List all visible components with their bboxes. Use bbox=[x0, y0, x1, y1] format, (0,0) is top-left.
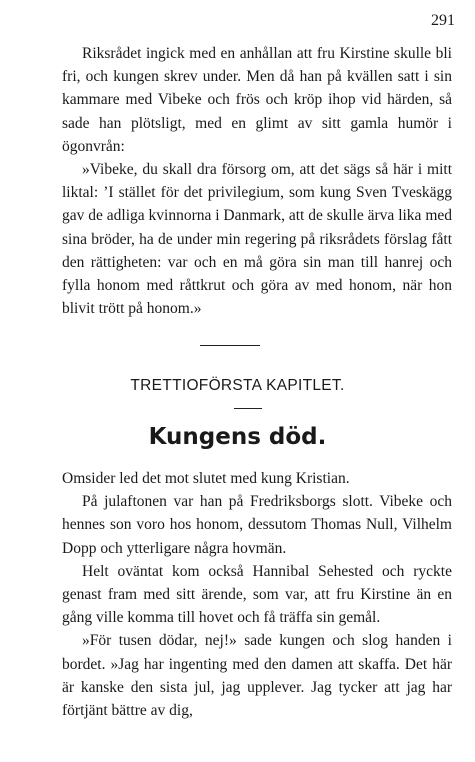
section-divider bbox=[200, 345, 260, 346]
bottom-text-block bbox=[62, 467, 452, 722]
top-text-block bbox=[62, 42, 452, 320]
paragraph: På julaftonen var han på Fredriksborgs slott. Vibeke och hennes son voro hos honom, dessutom Thomas Null, Vilhelm Dopp och ytterligare några hovmän. bbox=[62, 493, 452, 557]
heading-divider bbox=[234, 408, 262, 409]
paragraph: »Vibeke, du skall dra försorg om, att det sägs så här i mitt liktal: ’I stället för det privilegium, som kung Sven Tveskägg gav de adliga kvinnorna i Danmark, att de skulle ärva lika med sina bröder, ha de under min regering på riksrådets förslag fått den rättigheten: var och en må göra sin man till hanrej och fylla honom med råttkrut och göra av med honom, när hon blivit trött på honom.» bbox=[62, 161, 452, 318]
paragraph: Riksrådet ingick med en anhållan att fru Kirstine skulle bli fri, och kungen skrev under. Men då han på kvällen satt i sin kammare med Vibeke och frös och kröp ihop vid härden, så sade han plötsligt, med en glimt av sitt gamla humör i ögonvrån: bbox=[62, 45, 452, 155]
paragraph: Helt oväntat kom också Hannibal Sehested och ryckte genast fram med sitt ärende, som var, att fru Kirstine än en gång ville komma till hovet och få träffa sin gemål. bbox=[62, 562, 452, 627]
chapter-heading: TRETTIOFÖRSTA KAPITLET. bbox=[130, 377, 345, 394]
paragraph: »För tusen dödar, nej!» sade kungen och slog handen i bordet. »Jag har ingenting med den damen att skaffa. Det här är kanske den sista jul, jag upplever. Jag tycker att jag har förtjänt bättre av dig, bbox=[62, 632, 452, 720]
paragraph: Omsider led det mot slutet med kung Kristian. bbox=[62, 470, 350, 487]
page-number: 291 bbox=[431, 12, 455, 29]
chapter-title: Kungens död. bbox=[148, 424, 327, 450]
